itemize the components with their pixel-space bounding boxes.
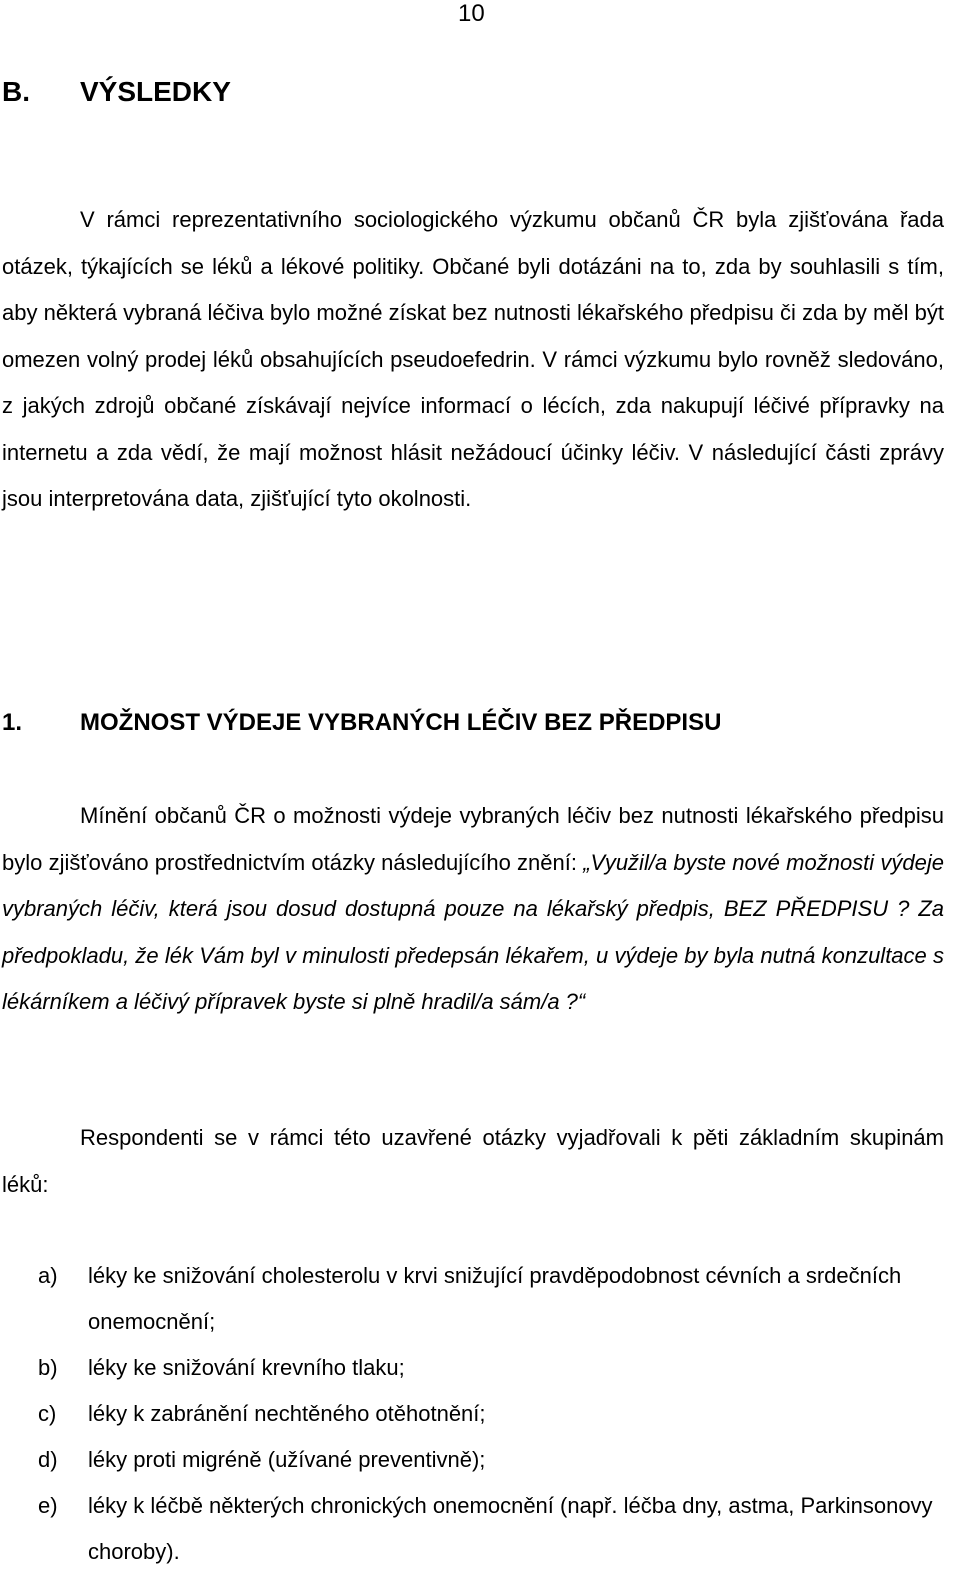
- list-item-text: léky proti migréně (užívané preventivně);: [88, 1447, 486, 1472]
- opinion-paragraph-lead: Mínění občanů ČR o možnosti výdeje vybraných léčiv bez nutnosti lékařského předpisu bylo zjišťováno prostřednictvím otázky následujícího znění:: [2, 803, 944, 875]
- list-item-marker: c): [38, 1401, 57, 1426]
- survey-question: „Využil/a byste nové možnosti výdeje vybraných léčiv, která jsou dosud dostupná pouze na lékařský předpis, BEZ PŘEDPISU ? Za předpokladu, že lék Vám byl v minulosti předepsán lékařem, u výdeje by byla nutná konzultace s lékárníkem a léčivý přípravek byste si plně hradil/a sám/a ?“: [2, 849, 944, 1014]
- list-item: [2, 1391, 944, 1437]
- list-item-marker: b): [38, 1355, 58, 1380]
- drug-group-list: [2, 1253, 944, 1575]
- page-number: 10: [458, 0, 485, 27]
- list-item-marker: a): [38, 1263, 58, 1288]
- list-item-marker: d): [38, 1447, 58, 1472]
- list-item-text: léky k léčbě některých chronických onemocnění (např. léčba dny, astma, Parkinsonovy choroby).: [88, 1493, 933, 1564]
- list-item: [2, 1483, 944, 1575]
- list-item-marker: e): [38, 1493, 58, 1518]
- intro-paragraph: V rámci reprezentativního sociologického výzkumu občanů ČR byla zjišťována řada otázek, týkajících se léků a lékové politiky. Občané byli dotázáni na to, zda by souhlasili s tím, aby některá vybraná léčiva bylo možné získat bez nutnosti lékařského předpisu či zda by měl být omezen volný prodej léků obsahujících pseudoefedrin. V rámci výzkumu bylo rovněž sledováno, z jakých zdrojů občané získávají nejvíce informací o lécích, zda nakupují léčivé přípravky na internetu a zda vědí, že mají možnost hlásit nežádoucí účinky léčiv. V následující části zprávy jsou interpretována data, zjišťující tyto okolnosti.: [2, 207, 944, 511]
- results-heading: [2, 75, 231, 109]
- groups-paragraph: Respondenti se v rámci této uzavřené otázky vyjadřovali k pěti základním skupinám léků:: [2, 1125, 944, 1197]
- section-heading: [2, 706, 721, 740]
- results-heading-title: VÝSLEDKY: [80, 76, 231, 107]
- list-item: [2, 1437, 944, 1483]
- list-item: [2, 1253, 944, 1345]
- list-item: [2, 1345, 944, 1391]
- list-item-text: léky k zabránění nechtěného otěhotnění;: [88, 1401, 486, 1426]
- section-heading-title: MOŽNOST VÝDEJE VYBRANÝCH LÉČIV BEZ PŘEDPISU: [80, 709, 722, 736]
- list-item-text: léky ke snižování krevního tlaku;: [88, 1355, 405, 1380]
- section-heading-number: 1.: [2, 709, 23, 736]
- list-item-text: léky ke snižování cholesterolu v krvi snižující pravděpodobnost cévních a srdečních onemocnění;: [88, 1263, 902, 1334]
- opinion-paragraph: [2, 793, 944, 1026]
- results-heading-number: B.: [2, 76, 30, 107]
